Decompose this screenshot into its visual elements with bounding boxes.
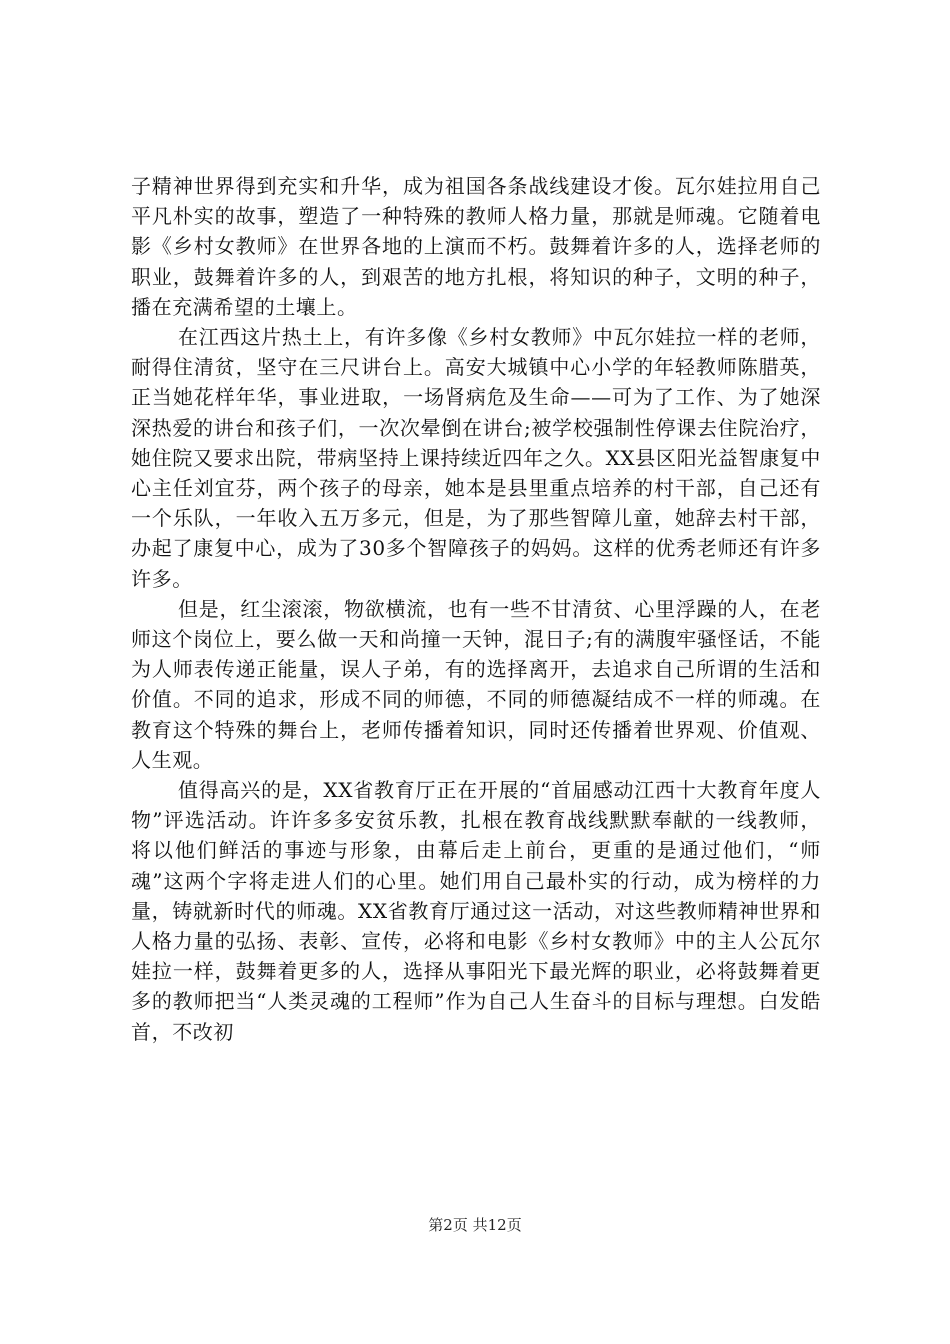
document-body	[131, 171, 821, 1047]
paragraph-4: 值得高兴的是，XX省教育厅正在开展的“首届感动江西十大教育年度人物”评选活动。许许多多安贫乐教，扎根在教育战线默默奉献的一线教师，将以他们鲜活的事迹与形象，由幕后走上前台，更重的是通过他们，“师魂”这两个字将走进人们的心里。她们用自己最朴实的行动，成为榜样的力量，铸就新时代的师魂。XX省教育厅通过这一活动，对这些教师精神世界和人格力量的弘扬、表彰、宣传，必将和电影《乡村女教师》中的主人公瓦尔娃拉一样，鼓舞着更多的人，选择从事阳光下最光辉的职业，必将鼓舞着更多的教师把当“人类灵魂的工程师”作为自己人生奋斗的目标与理想。白发皓首，不改初	[131, 778, 821, 1044]
paragraph-2: 在江西这片热土上，有许多像《乡村女教师》中瓦尔娃拉一样的老师，耐得住清贫，坚守在三尺讲台上。高安大城镇中心小学的年轻教师陈腊英，正当她花样年华，事业进取，一场肾病危及生命——可为了工作、为了她深深热爱的讲台和孩子们，一次次晕倒在讲台;被学校强制性停课去住院治疗，她住院又要求出院，带病坚持上课持续近四年之久。XX县区阳光益智康复中心主任刘宜芬，两个孩子的母亲，她本是县里重点培养的村干部，自己还有一个乐队，一年收入五万多元，但是，为了那些智障儿童，她辞去村干部，办起了康复中心，成为了30多个智障孩子的妈妈。这样的优秀老师还有许多许多。	[131, 325, 821, 591]
paragraph-1: 子精神世界得到充实和升华，成为祖国各条战线建设才俊。瓦尔娃拉用自己平凡朴实的故事，塑造了一种特殊的教师人格力量，那就是师魂。它随着电影《乡村女教师》在世界各地的上演而不朽。鼓舞着许多的人，选择老师的职业，鼓舞着许多的人，到艰苦的地方扎根，将知识的种子，文明的种子，播在充满希望的土壤上。	[131, 174, 821, 319]
page-footer	[0, 1214, 950, 1235]
paragraph-3: 但是，红尘滚滚，物欲横流，也有一些不甘清贫、心里浮躁的人，在老师这个岗位上，要么做一天和尚撞一天钟，混日子;有的满腹牢骚怪话，不能为人师表传递正能量，误人子弟，有的选择离开，去追求自己所谓的生活和价值。不同的追求，形成不同的师德，不同的师德凝结成不一样的师魂。在教育这个特殊的舞台上，老师传播着知识，同时还传播着世界观、价值观、人生观。	[131, 596, 821, 772]
page-number-label: 第2页 共12页	[428, 1216, 522, 1234]
